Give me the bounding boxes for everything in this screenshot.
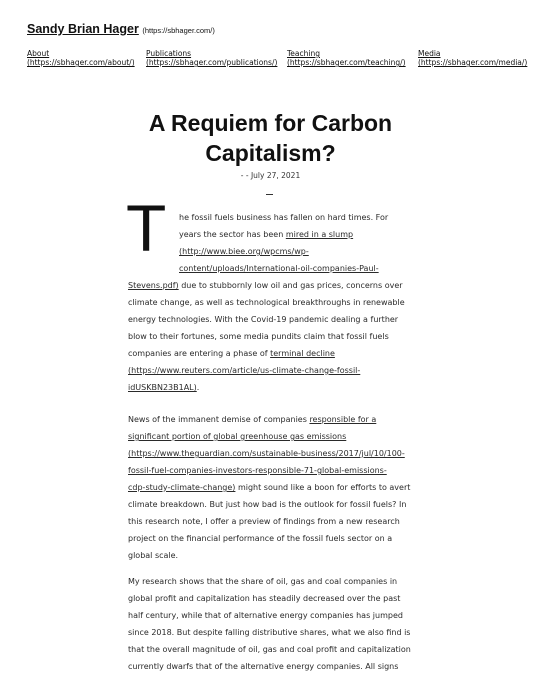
article-title	[0, 108, 541, 168]
title-separator	[266, 194, 273, 195]
text-fragment: years the sector has been	[179, 230, 286, 239]
link-url-guardian-3[interactable]: cdp-study-climate-change)	[128, 483, 236, 492]
text-line: My research shows that the share of oil, gas and coal companies in	[128, 577, 398, 586]
link-url-guardian-2[interactable]: fossil-fuel-companies-investors-responsible-71-global-emissions-	[128, 466, 387, 475]
article-title-line: Capitalism?	[205, 140, 336, 166]
text-line: that the overall magnitude of oil, gas and coal profit and capitalization	[128, 645, 411, 654]
text-fragment: News of the immanent demise of companies	[128, 415, 310, 424]
text-line: he fossil fuels business has fallen on hard times. For	[179, 213, 389, 222]
text-line: global profit and capitalization has steadily decreased over the past	[128, 594, 401, 603]
text-line: global scale.	[128, 551, 179, 560]
link-url-guardian-1[interactable]: (https://www.theguardian.com/sustainable-business/2017/jul/10/100-	[128, 449, 405, 458]
text-line: climate breakdown. But just how bad is the outlook for fossil fuels? In	[128, 500, 407, 509]
nav-item-label: Publications	[146, 49, 192, 58]
article-paragraph-3	[128, 573, 428, 675]
nav-item-label: Media	[418, 49, 441, 58]
article-title-line: A Requiem for Carbon	[148, 110, 393, 136]
site-header	[27, 22, 215, 36]
site-title-link[interactable]: Sandy Brian Hager	[27, 22, 139, 36]
nav-item-about[interactable]	[27, 49, 135, 67]
nav-item-publications[interactable]	[146, 49, 277, 67]
nav-item-teaching[interactable]	[287, 49, 406, 67]
text-line: since 2018. But despite falling distributive shares, what we also find is	[128, 628, 411, 637]
text-line	[128, 226, 428, 243]
article-paragraph-2	[128, 411, 428, 564]
link-url-biee-1[interactable]: (http://www.biee.org/wpcms/wp-	[179, 247, 309, 256]
nav-item-url: (https://sbhager.com/publications/)	[146, 58, 278, 67]
link-url-biee-2[interactable]: content/uploads/International-oil-companies-Paul-	[179, 264, 379, 273]
text-line	[128, 345, 428, 362]
link-mired-in-a-slump[interactable]: mired in a slump	[285, 230, 354, 239]
site-title-url[interactable]: (https://sbhager.com/)	[142, 26, 215, 35]
nav-item-url: (https://sbhager.com/about/)	[27, 58, 135, 67]
text-line	[128, 379, 428, 396]
text-line: blow to their fortunes, some media pundits claim that fossil fuels	[128, 332, 389, 341]
text-fragment: might sound like a boon for efforts to avert	[235, 483, 411, 492]
post-date: - - July 27, 2021	[240, 171, 301, 180]
link-url-biee-3[interactable]: Stevens.pdf)	[128, 281, 179, 290]
text-line	[128, 479, 428, 496]
text-fragment: companies are entering a phase of	[128, 349, 271, 358]
text-line: energy technologies. With the Covid-19 pandemic dealing a further	[128, 315, 399, 324]
text-line: this research note, I offer a preview of findings from a new research	[128, 517, 400, 526]
link-url-reuters-2[interactable]: idUSKBN23B1AL)	[128, 383, 197, 392]
text-line: currently dwarfs that of the alternative energy companies. All signs	[128, 662, 399, 671]
text-fragment: due to stubbornly low oil and gas prices, concerns over	[178, 281, 403, 290]
link-url-reuters-1[interactable]: (https://www.reuters.com/article/us-climate-change-fossil-	[128, 366, 361, 375]
text-line	[128, 411, 428, 428]
link-responsible-emissions[interactable]: responsible for a	[309, 415, 377, 424]
link-responsible-emissions-2[interactable]: significant portion of global greenhouse gas emissions	[128, 432, 347, 441]
text-fragment: .	[196, 383, 200, 392]
nav-item-url: (https://sbhager.com/teaching/)	[287, 58, 406, 67]
text-line: climate change, as well as technological breakthroughs in renewable	[128, 298, 405, 307]
nav-item-media[interactable]	[418, 49, 527, 67]
text-line: project on the financial performance of the fossil fuels sector on a	[128, 534, 393, 543]
nav-item-url: (https://sbhager.com/media/)	[418, 58, 528, 67]
nav-item-label: Teaching	[287, 49, 320, 58]
article-paragraph-1	[128, 209, 428, 396]
nav-item-label: About	[27, 49, 50, 58]
drop-cap: T	[126, 191, 167, 265]
text-line: half century, while that of alternative energy companies has jumped	[128, 611, 403, 620]
text-line	[128, 277, 428, 294]
link-terminal-decline[interactable]: terminal decline	[270, 349, 335, 358]
